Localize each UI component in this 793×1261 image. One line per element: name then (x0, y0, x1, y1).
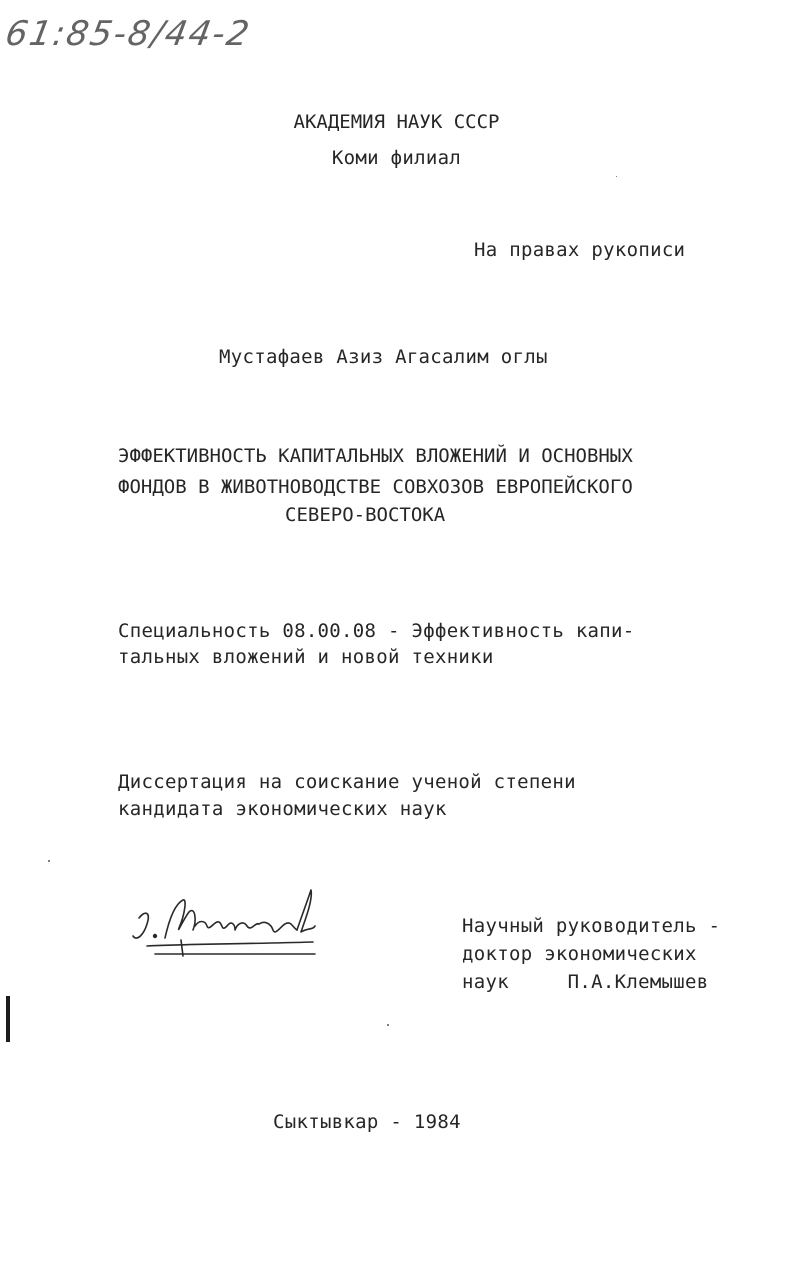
title-line-2: ФОНДОВ В ЖИВОТНОВОДСТВЕ СОВХОЗОВ ЕВРОПЕЙСКОГО (118, 476, 633, 498)
archive-code: 61:85-8/44-2 (2, 14, 255, 54)
specialty-line-2: тальных вложений и новой техники (118, 646, 494, 668)
place-and-year: Сыктывкар - 1984 (273, 1111, 461, 1133)
academy-heading: АКАДЕМИЯ НАУК СССР (293, 111, 500, 133)
author-signature (125, 880, 325, 960)
supervisor-line-3: наук П.А.Клемышев (462, 971, 709, 993)
dissertation-line-1: Диссертация на соискание ученой степени (118, 771, 576, 793)
supervisor-line-2: доктор экономических (462, 943, 697, 965)
scan-speck (48, 860, 50, 862)
title-line-1: ЭФФЕКТИВНОСТЬ КАПИТАЛЬНЫХ ВЛОЖЕНИЙ И ОСНОВНЫХ (118, 445, 633, 467)
scan-speck (616, 176, 617, 177)
author-name: Мустафаев Азиз Агасалим оглы (219, 346, 548, 368)
supervisor-line-1: Научный руководитель - (462, 915, 721, 937)
title-line-3: СЕВЕРО-ВОСТОКА (285, 504, 446, 526)
manuscript-note: На правах рукописи (474, 239, 686, 261)
margin-mark (6, 996, 10, 1042)
dissertation-line-2: кандидата экономических наук (118, 798, 447, 820)
scan-speck (387, 1024, 389, 1026)
branch-heading: Коми филиал (331, 147, 462, 169)
specialty-line-1: Специальность 08.00.08 - Эффективность капи- (118, 620, 635, 642)
